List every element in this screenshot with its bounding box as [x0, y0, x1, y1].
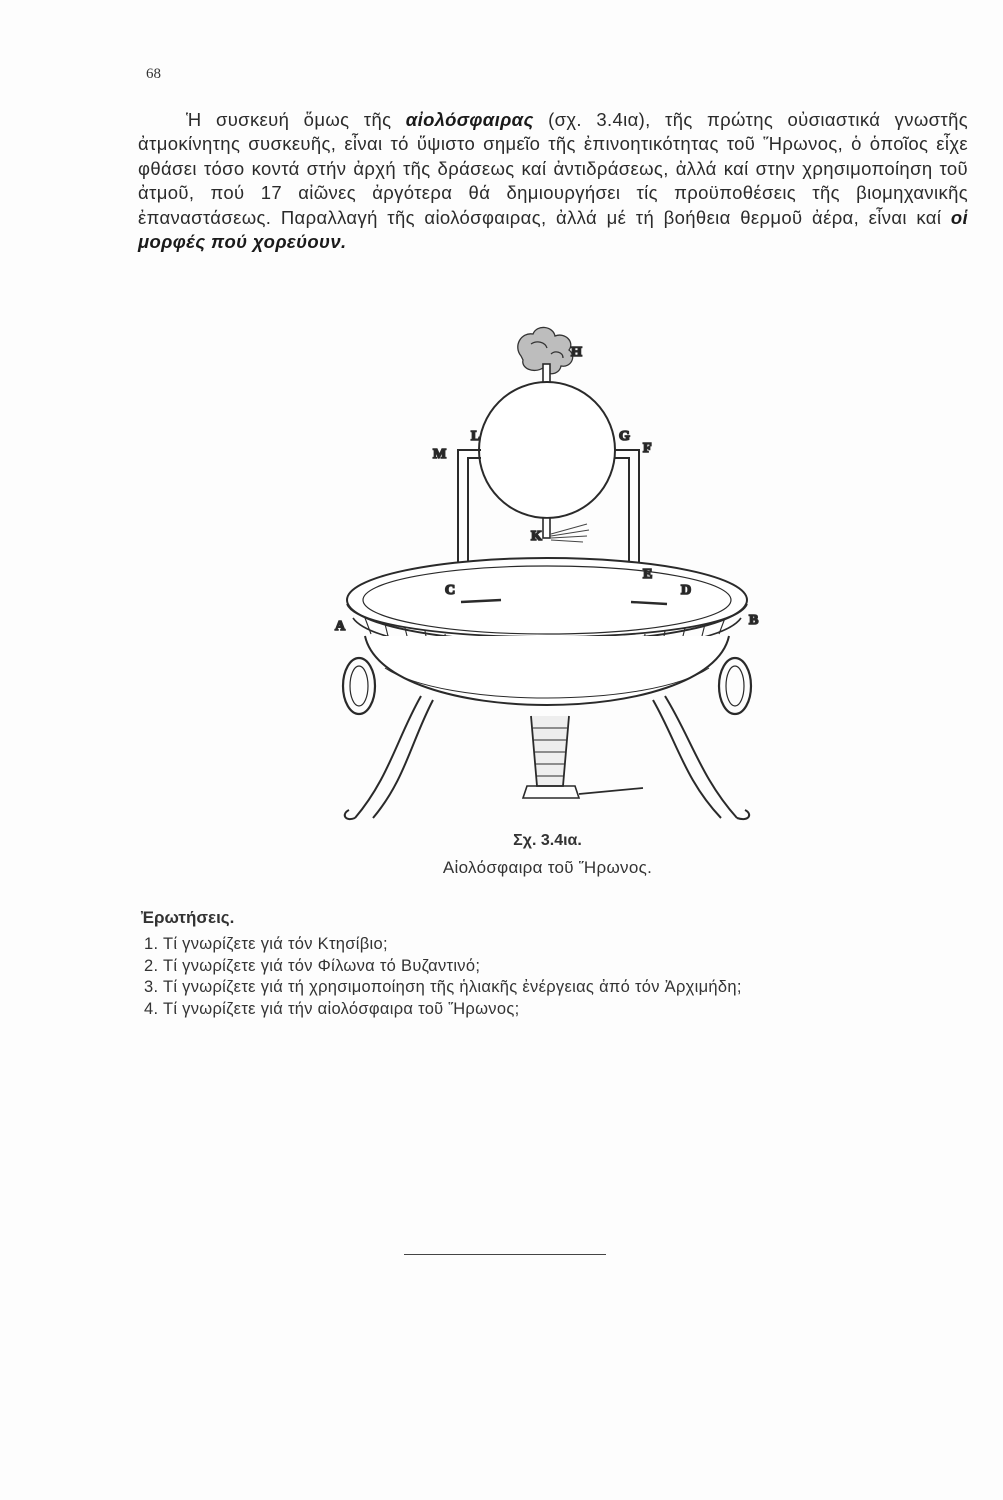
figure-caption-title: Αἰολόσφαιρα τοῦ Ἥρωνος.: [442, 858, 653, 877]
label-H: H: [571, 345, 582, 360]
label-A: A: [335, 619, 346, 634]
body-paragraph: [138, 108, 968, 254]
cauldron-lid: [347, 558, 747, 642]
page-number: 68: [146, 66, 161, 82]
figure-caption-number: Σχ. 3.4ια.: [513, 832, 582, 849]
center-pedestal: [523, 716, 643, 798]
emphasis-aeolosphere: αἰολόσφαιρας: [405, 109, 534, 130]
emphasis-dancing-figures: οἱ μορφές πού χορεύουν.: [138, 206, 968, 253]
label-G: G: [619, 429, 630, 444]
sphere: [479, 382, 615, 518]
right-ring-handle: [719, 658, 751, 714]
paragraph-text-2: (σχ. 3.4ια), τῆς πρώτης οὐσιαστικά γνωστῆς ἀτμοκίνητης συσκευῆς, εἶναι τό ὕψιστο σημεῖο τῆς ἐπινοητικότητας τοῦ Ἥρωνος, ὁ ὁποῖος εἶχε φθάσει τόσο κοντά στήν ἀρχή τῆς δράσεως καί ἀντιδράσεως, ἀλλά καί στην χρησιμοποίηση τοῦ ἀτμοῦ, πού 17 αἰῶνες ἀργότερα θά δημιουργήσει τίς προϋποθέσεις τῆς βιομηχανικῆς ἐπαναστάσεως. Παραλλαγή τῆς αἰολόσφαιρας, ἀλλά μέ τή βοήθεια θερμοῦ ἀέρα, εἶναι καί: [138, 109, 968, 228]
bottom-rule: [404, 1254, 606, 1255]
label-L: L: [471, 429, 481, 444]
left-ring-handle: [343, 658, 375, 714]
label-K: K: [531, 529, 542, 544]
label-M: M: [433, 447, 447, 462]
label-D: D: [681, 583, 692, 598]
questions-list: [144, 934, 742, 1020]
label-F: F: [643, 441, 652, 456]
aeolipile-illustration: [325, 318, 770, 828]
bottom-nozzle: [543, 518, 550, 538]
top-nozzle: [543, 364, 550, 384]
label-E: E: [643, 567, 653, 582]
questions-heading: Ἐρωτήσεις.: [141, 908, 235, 927]
question-item: 4. Τί γνωρίζετε γιά τήν αἰολόσφαιρα τοῦ Ἥρωνος;: [144, 999, 520, 1018]
question-item: 3. Τί γνωρίζετε γιά τή χρησιμοποίηση τῆς ἡλιακῆς ἐνέργειας ἀπό τόν Ἀρχιμήδη;: [144, 978, 742, 996]
label-C: C: [445, 583, 456, 598]
steam-jet: [551, 524, 589, 542]
label-B: B: [749, 613, 759, 628]
paragraph-text-1: Ἡ συσκευή ὅμως τῆς: [186, 109, 406, 130]
question-item: 1. Τί γνωρίζετε γιά τόν Κτησίβιο;: [144, 935, 388, 953]
cauldron-bowl: [365, 636, 729, 705]
question-item: 2. Τί γνωρίζετε γιά τόν Φίλωνα τό Βυζαντινό;: [144, 956, 481, 975]
